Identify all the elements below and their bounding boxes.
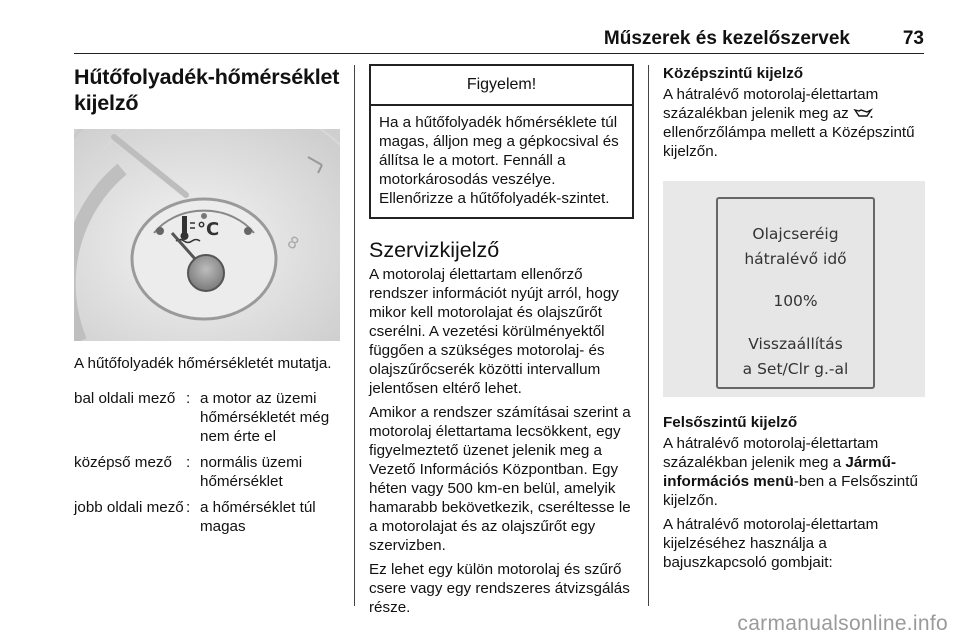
screen-percentage: 100% (773, 292, 818, 310)
display-column (663, 64, 928, 572)
mid-display-heading: Középszintű kijelző (663, 65, 804, 82)
screen-line: Visszaállítás (748, 335, 843, 353)
screen-line: hátralévő idő (744, 250, 847, 268)
screen-line: a Set/Clr g.-al (742, 360, 849, 378)
mid-display-text-start: A hátralévő motorolaj-élettartam százalékban jelenik meg az (663, 86, 879, 122)
mid-display-text (663, 85, 928, 161)
definition-row (74, 453, 340, 498)
definition-colon: : (186, 499, 191, 516)
vehicle-info-menu-term: Jármű-információs menü (663, 454, 897, 490)
definition-term: középső mező (74, 454, 172, 471)
page-header (74, 22, 924, 52)
mid-display-text-end: ellenőrzőlámpa mellett a Középszintű kijelzőn. (663, 124, 915, 160)
mid-display-figure (663, 181, 925, 397)
definition-description: a hőmérséklet túl magas (200, 499, 316, 535)
header-divider (74, 53, 924, 54)
warning-box (369, 64, 634, 219)
chapter-title: Műszerek és kezelőszervek (603, 28, 850, 49)
service-column (369, 64, 634, 617)
coolant-heading: Hűtőfolyadék-hőmérséklet kijelző (74, 65, 340, 115)
screen-line: Olajcseréig (752, 225, 839, 243)
upper-display-heading: Felsőszintű kijelző (663, 414, 798, 431)
upper-display-text (663, 434, 928, 510)
definition-term: jobb oldali mező (74, 499, 184, 516)
watermark: carmanualsonline.info (737, 612, 948, 635)
mid-display-screen (716, 197, 875, 389)
definition-colon: : (186, 390, 191, 407)
coolant-column (74, 64, 340, 543)
upper-display-text-end: -ben a Felsőszintű kijelzőn. (663, 473, 918, 509)
service-paragraph: Amikor a rendszer számításai szerint a motorolaj élettartama lecsökkent, egy figyelmeztető üzenet jelenik meg a Vezető Információs Központban. Egy héten vagy 500 km-en belül, amelyik hamarabb bekövetkezik, cseréltesse le a motorolajat és az olajszűrőt egy szervizben. (369, 404, 631, 554)
service-paragraph: A motorolaj élettartam ellenőrző rendszer információt nyújt arról, hogy mikor kell motorolajat és olajszűrőt cserélni. A vezetési körülményektől függően a szükséges motorolaj- és olajszűrőcserék közötti intervallum jelentősen eltérő lehet. (369, 266, 619, 397)
service-heading: Szervizkijelző (369, 238, 500, 262)
upper-display-paragraph: A hátralévő motorolaj-élettartam kijelzéséhez használja a bajuszkapcsoló gombjait: (663, 516, 879, 571)
column-divider (648, 65, 649, 606)
definition-row (74, 389, 340, 453)
coolant-gauge-illustration (74, 129, 340, 341)
svg-text:8: 8 (284, 232, 303, 254)
gauge-needle-hub (188, 255, 224, 291)
gauge-caption: A hűtőfolyadék hőmérsékletét mutatja. (74, 355, 332, 372)
gauge-zone-definitions (74, 389, 340, 543)
column-divider (354, 65, 355, 606)
definition-term: bal oldali mező (74, 390, 176, 407)
upper-display-text-start: A hátralévő motorolaj-élettartam százalékban jelenik meg a (663, 435, 879, 471)
definition-description: normális üzemi hőmérséklet (200, 454, 303, 490)
gauge-unit-label: °C (197, 219, 220, 240)
definition-description: a motor az üzemi hőmérsékletét még nem érte el (200, 390, 330, 445)
coolant-gauge-figure (74, 129, 340, 341)
service-paragraph: Ez lehet egy külön motorolaj és szűrő csere vagy egy rendszeres átvizsgálás része. (369, 561, 630, 616)
page-number: 73 (902, 28, 924, 49)
oil-can-icon (853, 107, 873, 119)
warning-body: Ha a hűtőfolyadék hőmérséklete túl magas, álljon meg a gépkocsival és állítsa le a motort. Fennáll a motorkárosodás veszélye. Ellenőrizze a hűtőfolyadék-szintet. (379, 114, 619, 207)
definition-row (74, 498, 340, 543)
definition-colon: : (186, 454, 191, 471)
warning-title: Figyelem! (371, 66, 632, 106)
